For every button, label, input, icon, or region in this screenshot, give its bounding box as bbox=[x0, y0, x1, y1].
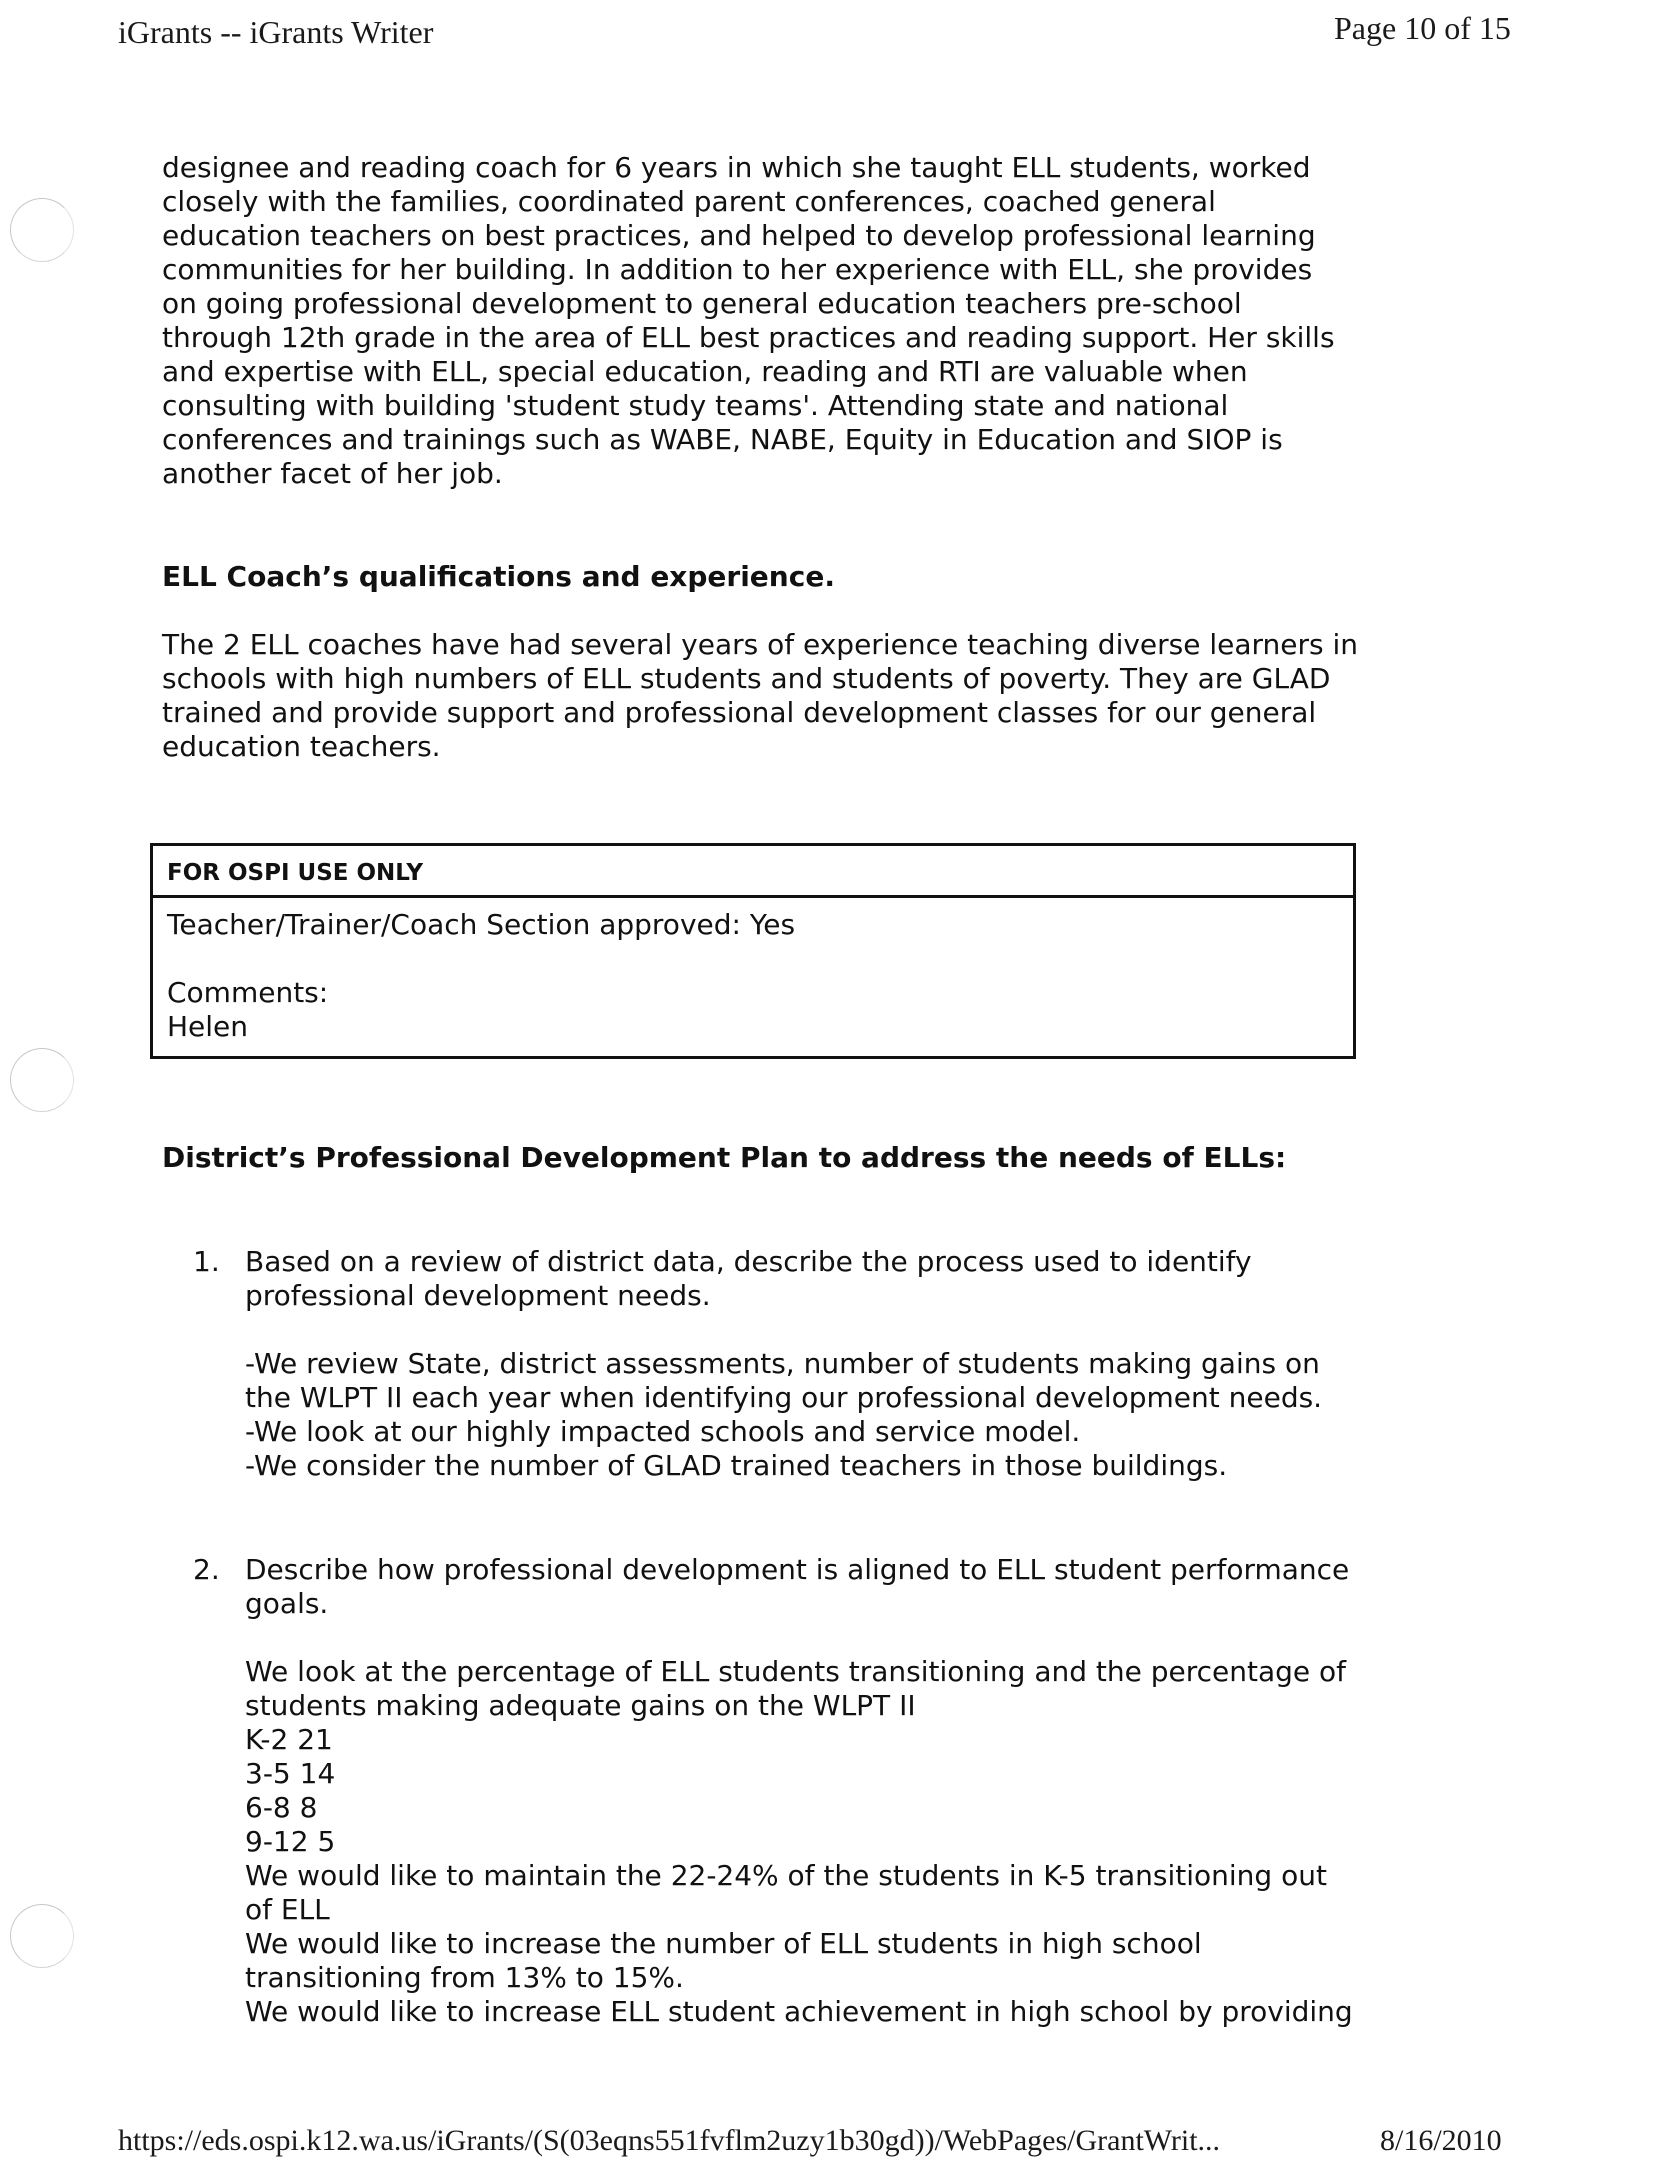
intro-line: on going professional development to general education teachers pre-school bbox=[162, 287, 1242, 320]
punch-hole-top bbox=[10, 198, 74, 262]
footer-url: https://eds.ospi.k12.wa.us/iGrants/(S(03eqns551fvflm2uzy1b30gd))/WebPages/GrantWrit... bbox=[118, 2124, 1221, 2157]
ospi-box-title: FOR OSPI USE ONLY bbox=[153, 846, 1353, 898]
answer-line: transitioning from 13% to 15%. bbox=[245, 1961, 684, 1994]
intro-line: conferences and trainings such as WABE, NABE, Equity in Education and SIOP is bbox=[162, 423, 1283, 456]
comments-value: Helen bbox=[167, 1010, 249, 1043]
intro-paragraph bbox=[162, 151, 1392, 491]
answer-line: 3-5 14 bbox=[245, 1757, 336, 1790]
answer-line: K-2 21 bbox=[245, 1723, 333, 1756]
footer-date: 8/16/2010 bbox=[1380, 2124, 1502, 2157]
pd-plan-heading: District’s Professional Development Plan to address the needs of ELLs: bbox=[162, 1141, 1287, 1174]
answer-line: We would like to maintain the 22-24% of the students in K-5 transitioning out bbox=[245, 1859, 1327, 1892]
answer-line: -We look at our highly impacted schools and service model. bbox=[245, 1415, 1081, 1448]
coach-line: schools with high numbers of ELL students and students of poverty. They are GLAD bbox=[162, 662, 1331, 695]
coach-line: education teachers. bbox=[162, 730, 441, 763]
answer-line: students making adequate gains on the WLPT II bbox=[245, 1689, 916, 1722]
intro-line: another facet of her job. bbox=[162, 457, 503, 490]
answer-line: 9-12 5 bbox=[245, 1825, 336, 1858]
coach-paragraph bbox=[162, 628, 1392, 764]
spacer bbox=[245, 1621, 1385, 1655]
coach-section-heading: ELL Coach’s qualifications and experience. bbox=[162, 560, 835, 593]
question-line: professional development needs. bbox=[245, 1279, 711, 1312]
intro-line: and expertise with ELL, special education, reading and RTI are valuable when bbox=[162, 355, 1248, 388]
answer-line: the WLPT II each year when identifying our professional development needs. bbox=[245, 1381, 1323, 1414]
intro-line: consulting with building 'student study teams'. Attending state and national bbox=[162, 389, 1229, 422]
spacer bbox=[167, 942, 1339, 976]
question-line: Describe how professional development is aligned to ELL student performance bbox=[245, 1553, 1350, 1586]
answer-line: We would like to increase ELL student achievement in high school by providing bbox=[245, 1995, 1353, 2028]
answer-line: -We review State, district assessments, number of students making gains on bbox=[245, 1347, 1320, 1380]
approval-status: Teacher/Trainer/Coach Section approved: Yes bbox=[167, 908, 796, 941]
punch-hole-bottom bbox=[10, 1904, 74, 1968]
answer-line: We look at the percentage of ELL students transitioning and the percentage of bbox=[245, 1655, 1347, 1688]
question-line: goals. bbox=[245, 1587, 329, 1620]
spacer bbox=[245, 1313, 1385, 1347]
intro-line: education teachers on best practices, and helped to develop professional learning bbox=[162, 219, 1316, 252]
punch-hole-middle bbox=[10, 1048, 74, 1112]
answer-line: We would like to increase the number of ELL students in high school bbox=[245, 1927, 1202, 1960]
question-line: Based on a review of district data, describe the process used to identify bbox=[245, 1245, 1252, 1278]
page-number: Page 10 of 15 bbox=[1334, 10, 1511, 46]
page-header-title: iGrants -- iGrants Writer bbox=[118, 14, 434, 50]
comments-label: Comments: bbox=[167, 976, 329, 1009]
coach-line: trained and provide support and professional development classes for our general bbox=[162, 696, 1317, 729]
list-number: 2. bbox=[193, 1553, 220, 1586]
answer-line: -We consider the number of GLAD trained teachers in those buildings. bbox=[245, 1449, 1228, 1482]
intro-line: closely with the families, coordinated parent conferences, coached general bbox=[162, 185, 1216, 218]
list-item-2 bbox=[245, 1553, 1385, 2029]
intro-line: communities for her building. In addition to her experience with ELL, she provides bbox=[162, 253, 1313, 286]
list-item-1 bbox=[245, 1245, 1385, 1483]
list-number: 1. bbox=[193, 1245, 220, 1278]
answer-line: 6-8 8 bbox=[245, 1791, 318, 1824]
coach-line: The 2 ELL coaches have had several years of experience teaching diverse learners in bbox=[162, 628, 1359, 661]
intro-line: through 12th grade in the area of ELL best practices and reading support. Her skills bbox=[162, 321, 1335, 354]
answer-line: of ELL bbox=[245, 1893, 330, 1926]
ospi-box-body bbox=[153, 898, 1353, 1044]
ospi-use-only-box bbox=[150, 843, 1356, 1059]
intro-line: designee and reading coach for 6 years in which she taught ELL students, worked bbox=[162, 151, 1311, 184]
